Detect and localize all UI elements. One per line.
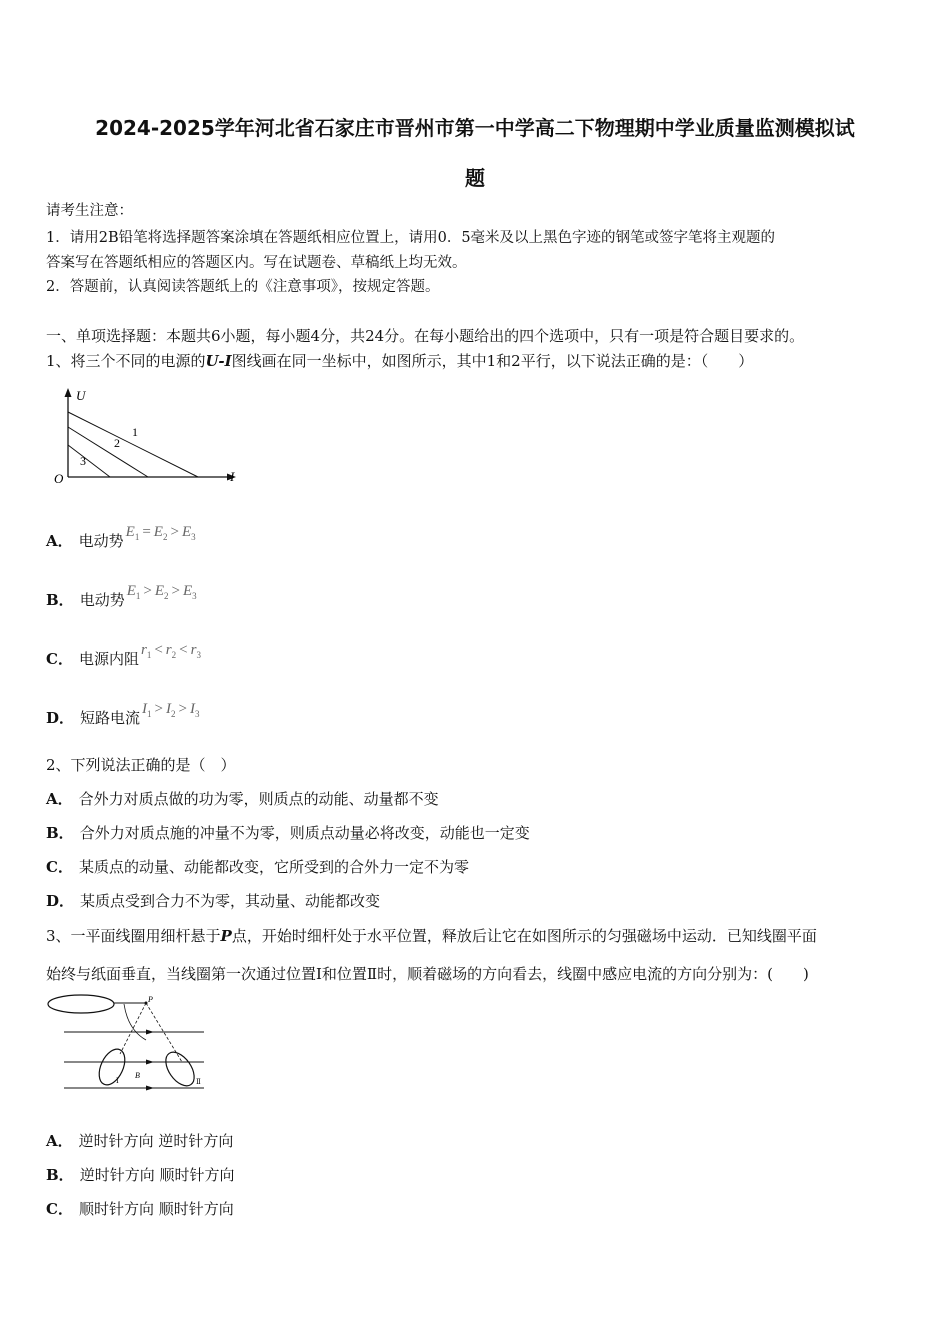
exam-title-line2: 题 [465,166,485,190]
q1-option-c[interactable]: C． 电源内阻 $r_1 < r_2 < r_3$ [46,642,201,668]
q2-option-b[interactable]: B． 合外力对质点施的冲量不为零，则质点动量必将改变，动能也一定变 [46,824,530,842]
question-2-stem: 2、下列说法正确的是（ ） [46,756,236,774]
question-3-stem-line1: 3、一平面线圈用细杆悬于P点，开始时细杆处于水平位置，释放后让它在如图所示的匀强磁场中运动．已知线圈平面 [46,927,817,945]
origin-label: O [54,471,64,486]
question-3-stem-line2: 始终与纸面垂直，当线圈第一次通过位置Ⅰ和位置Ⅱ时，顺着磁场的方向看去，线圈中感应电流的方向分别为：( ) [46,965,809,983]
line-label-3: 3 [80,454,86,468]
q1-option-d[interactable]: D． 短路电流 $I_1 > I_2 > I_3$ [46,701,200,727]
question-1-stem: 1、将三个不同的电源的U-I图线画在同一坐标中，如图所示，其中1和2平行，以下说法正确的是：（ ） [46,352,754,370]
field-label: B [135,1071,140,1080]
exam-title-line1: 2024-2025学年河北省石家庄市晋州市第一中学高二下物理期中学业质量监测模拟试 [95,116,855,140]
coil-field-figure [44,992,214,1092]
q3-option-a[interactable]: A． 逆时针方向 逆时针方向 [46,1132,234,1150]
q1-option-a[interactable]: A． 电动势 $E_1 = E_2 > E_3$ [46,524,196,550]
q3-option-c[interactable]: C． 顺时针方向 顺时针方向 [46,1200,234,1218]
position-2-label: Ⅱ [196,1078,201,1086]
notice-item-1: 1．请用2B铅笔将选择题答案涂填在答题纸相应位置上，请用0．5毫米及以上黑色字迹的钢笔或签字笔将主观题的 [46,230,776,246]
x-axis-label: I [230,469,235,484]
y-axis-label: U [76,388,86,403]
q3-option-b[interactable]: B． 逆时针方向 顺时针方向 [46,1166,235,1184]
notice-heading: 请考生注意： [46,203,133,219]
q1-option-b-formula: $E_1 > E_2 > E_3$ [126,583,197,601]
line-label-2: 2 [114,436,120,450]
q1-option-c-formula: $r_1 < r_2 < r_3$ [140,642,201,660]
notice-item-2: 2．答题前，认真阅读答题纸上的《注意事项》，按规定答题。 [46,279,440,295]
q1-option-b[interactable]: B． 电动势 $E_1 > E_2 > E_3$ [46,583,197,609]
q1-option-d-formula: $I_1 > I_2 > I_3$ [142,701,200,719]
position-1-label: Ⅰ [116,1077,119,1085]
q1-option-a-formula: $E_1 = E_2 > E_3$ [125,524,196,542]
section-heading: 一、单项选择题：本题共6小题，每小题4分，共24分。在每小题给出的四个选项中，只有一项是符合题目要求的。 [46,327,805,345]
q2-option-d[interactable]: D． 某质点受到合力不为零，其动量、动能都改变 [46,892,381,910]
q2-option-c[interactable]: C． 某质点的动量、动能都改变，它所受到的合外力一定不为零 [46,858,469,876]
pivot-label: P [148,995,153,1004]
q2-option-a[interactable]: A． 合外力对质点做的功为零，则质点的动能、动量都不变 [46,790,439,808]
ui-graph-figure [50,385,250,490]
line-label-1: 1 [132,425,138,439]
notice-item-1-cont: 答案写在答题纸相应的答题区内。写在试题卷、草稿纸上均无效。 [46,255,467,271]
